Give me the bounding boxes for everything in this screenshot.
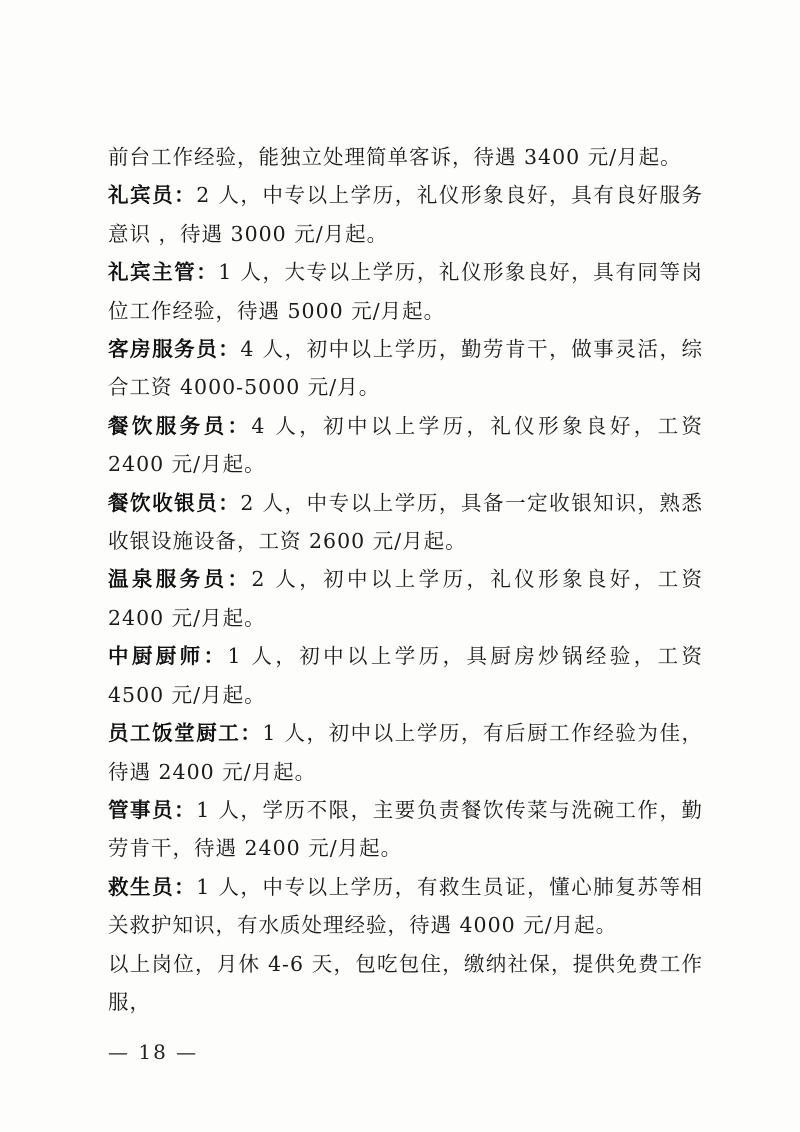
position-title: 救生员： <box>108 874 197 899</box>
position-description: 2 人，中专以上学历，具备一定收银知识，熟悉收银设施设备，工资 2600 元/月起。 <box>108 490 704 554</box>
position-description: 1 人，初中以上学历，具厨房炒锅经验，工资 4500 元/月起。 <box>108 644 703 707</box>
closing-text: 以上岗位，月休 4-6 天，包吃包住，缴纳社保，提供免费工作服， <box>108 951 703 1014</box>
position-description: 4 人，初中以上学历，礼仪形象良好，工资 2400 元/月起。 <box>108 413 703 477</box>
position-food-service-attendant <box>108 407 703 484</box>
intro-paragraph <box>108 138 703 176</box>
position-title: 员工饭堂厨工： <box>108 721 263 746</box>
position-hot-spring-attendant <box>108 560 703 637</box>
position-description: 2 人，初中以上学历，礼仪形象良好，工资 2400 元/月起。 <box>108 567 703 630</box>
intro-text: 前台工作经验，能独立处理简单客诉，待遇 3400 元/月起。 <box>108 145 682 169</box>
position-title: 餐饮收银员： <box>108 490 241 515</box>
position-description: 1 人，初中以上学历，有后厨工作经验为佳，待遇 2400 元/月起。 <box>108 721 703 784</box>
position-title: 餐饮服务员： <box>108 413 252 438</box>
position-description: 1 人，学历不限，主要负责餐饮传菜与洗碗工作，勤劳肯干，待遇 2400 元/月起。 <box>108 797 704 861</box>
closing-paragraph <box>108 945 703 1022</box>
position-title: 中厨厨师： <box>108 644 228 669</box>
position-title: 管事员： <box>108 797 197 822</box>
position-title: 礼宾员： <box>108 183 197 208</box>
position-lifeguard <box>108 868 703 945</box>
position-chinese-chef <box>108 637 703 714</box>
position-title: 礼宾主管： <box>108 260 219 285</box>
position-reception-supervisor <box>108 253 703 330</box>
position-description: 2 人，中专以上学历，礼仪形象良好，具有良好服务意识 ，待遇 3000 元/月起。 <box>108 183 704 246</box>
position-title: 温泉服务员： <box>108 567 252 592</box>
position-reception-staff <box>108 176 703 253</box>
position-description: 1 人，大专以上学历，礼仪形象良好，具有同等岗位工作经验，待遇 5000 元/月起。 <box>108 260 704 323</box>
position-steward <box>108 791 703 868</box>
position-housekeeping-attendant <box>108 330 703 407</box>
position-staff-canteen-cook <box>108 714 703 791</box>
position-description: 4 人，初中以上学历，勤劳肯干，做事灵活，综合工资 4000-5000 元/月。 <box>108 337 704 400</box>
position-food-cashier <box>108 484 703 561</box>
page-number: — 18 — <box>108 1040 199 1064</box>
position-title: 客房服务员： <box>108 337 241 362</box>
position-description: 1 人，中专以上学历，有救生员证，懂心肺复苏等相关救护知识，有水质处理经验，待遇 4000 元/月起。 <box>108 874 704 938</box>
page-body <box>108 138 703 1021</box>
